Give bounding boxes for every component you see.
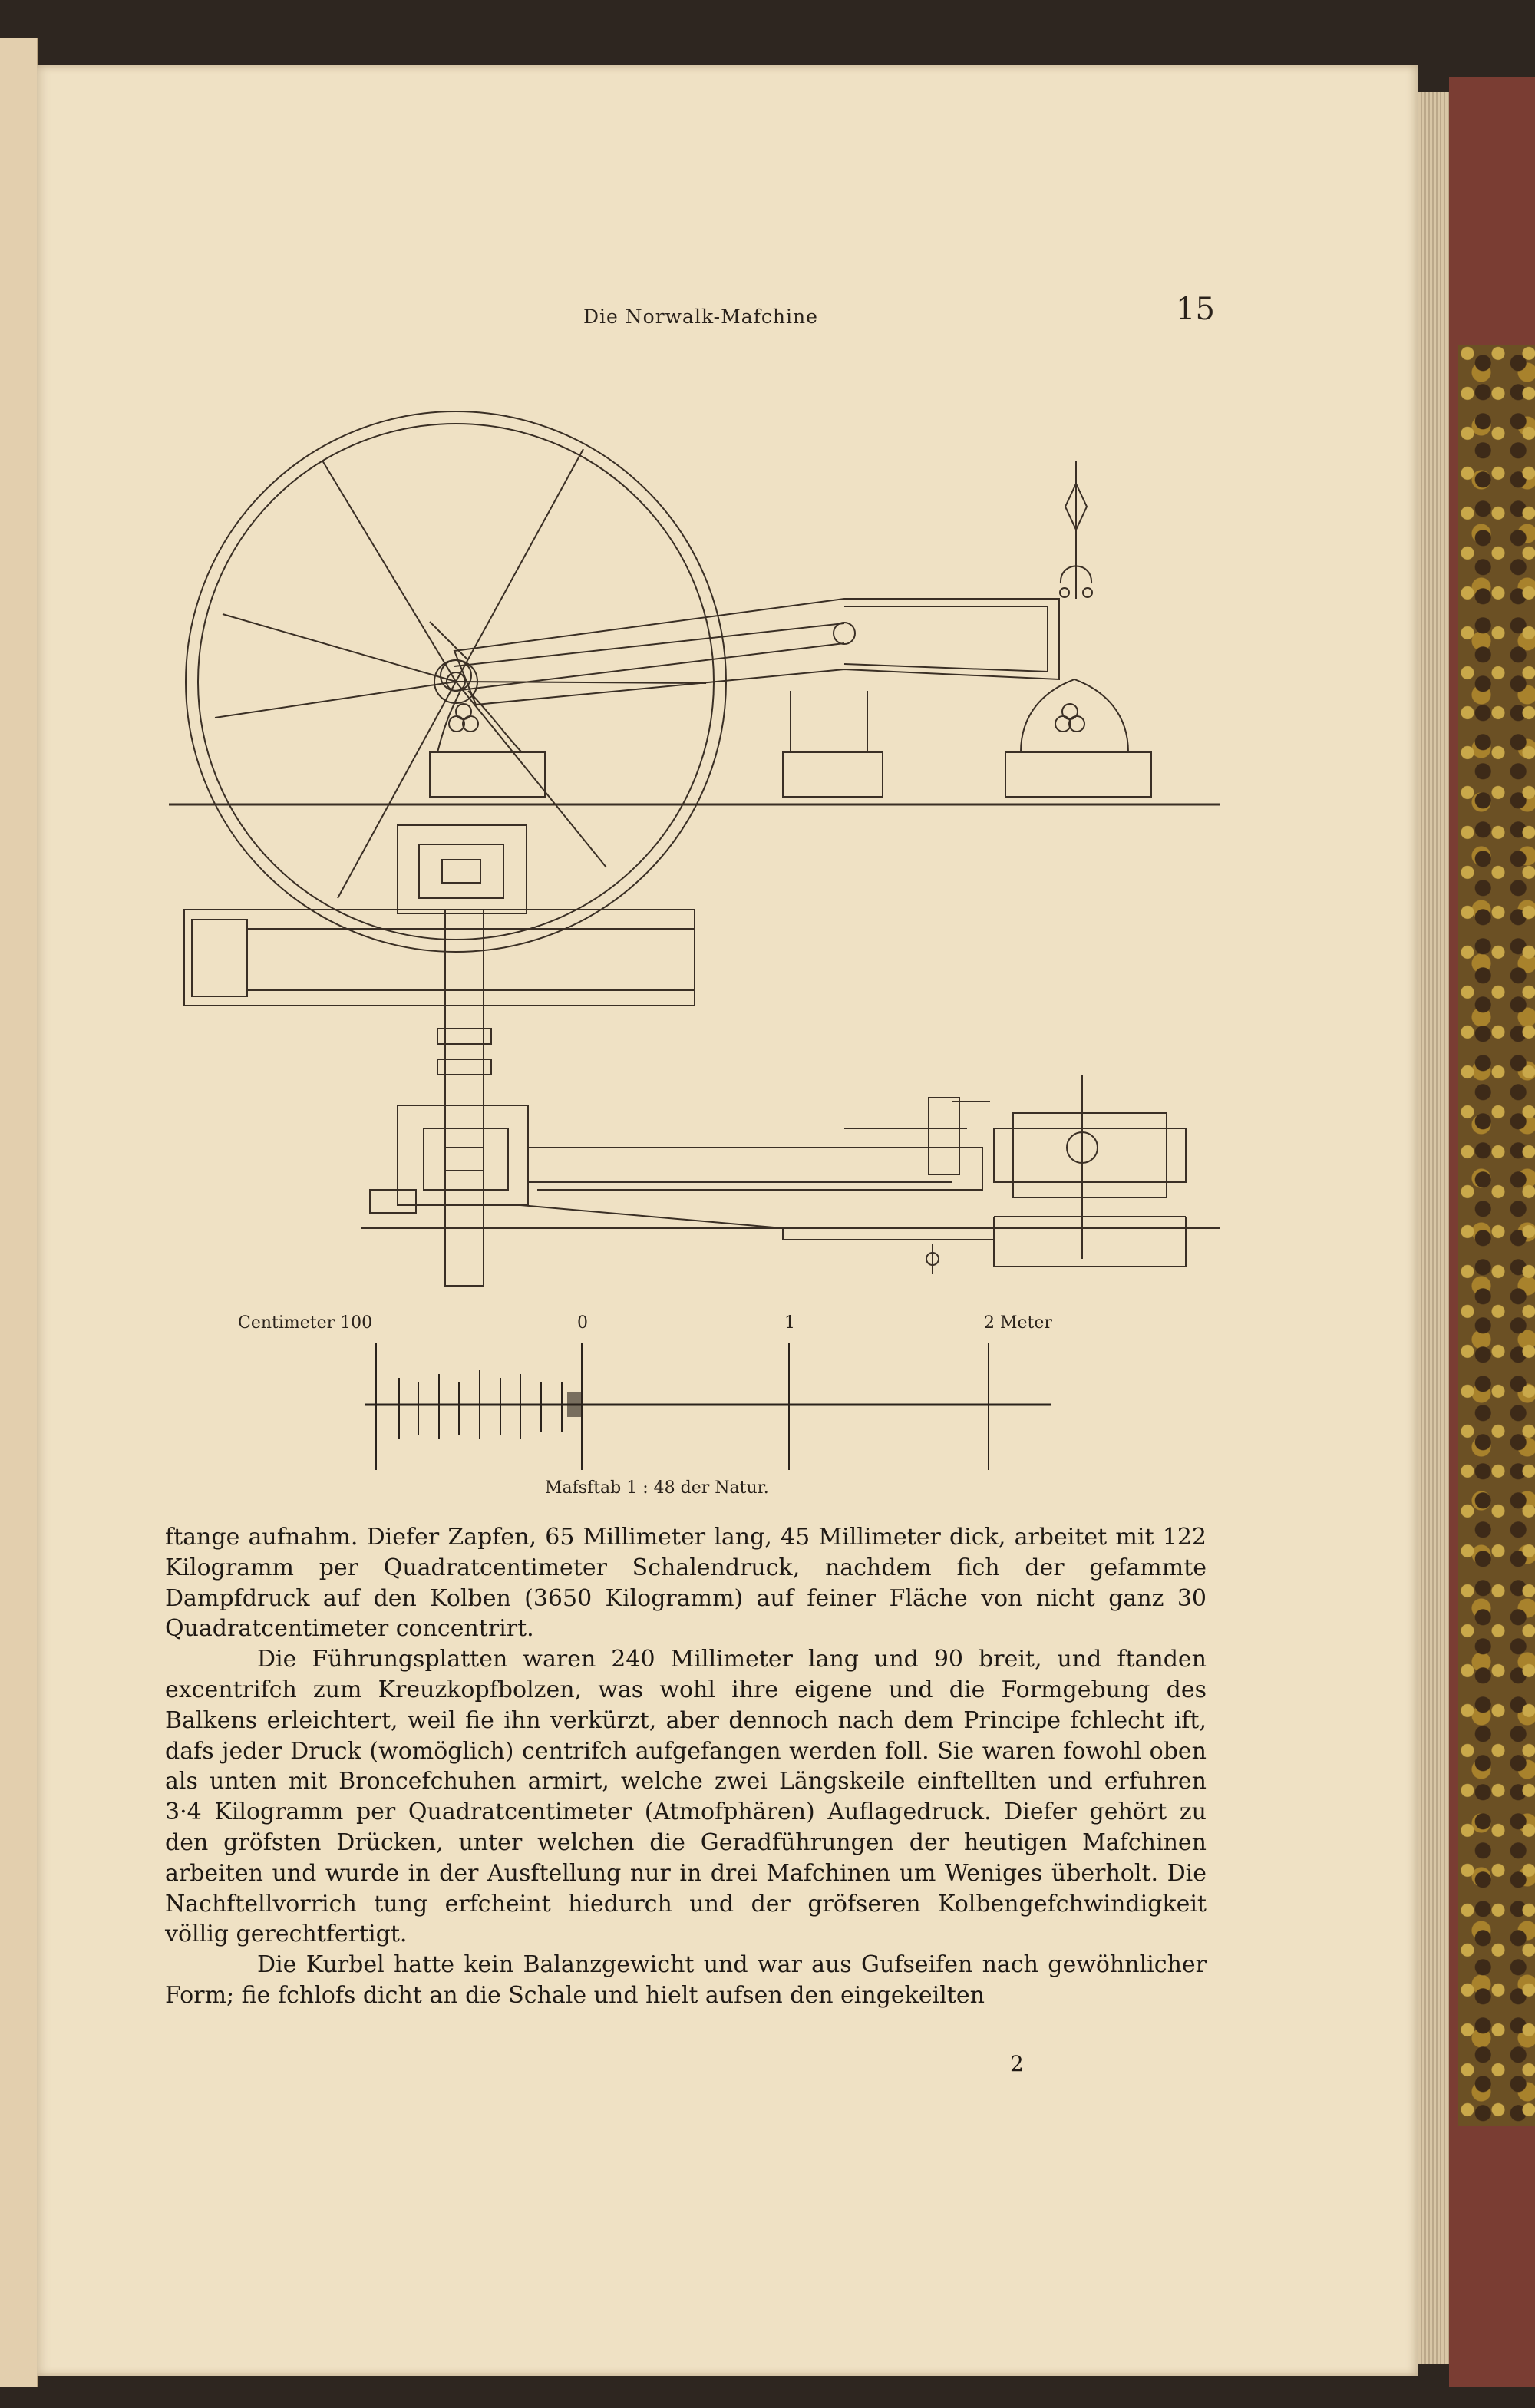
marbled-endpaper	[1458, 345, 1535, 2126]
governor	[1060, 461, 1092, 599]
engine-frame	[430, 599, 1151, 797]
paragraph: Die Führungsplatten waren 240 Millimeter lang und 90 breit, und ftanden excentrifch zum Kreuzkopfbolzen, was wohl ihre eigene und die Formgebung des Balkens erleichtert, weil fie ihn verkürzt, aber dennoch nach dem Principe fchlecht ift, dafs jeder Druck (womöglich) centrifch aufgefangen werden foll. Sie waren fowohl oben als unten mit Broncefchuhen armirt, welche zwei Längskeile einftellten und erfuhren 3·4 Kilogramm per Quadratcentimeter (Atmofphären) Auflagedruck. Diefer gehört zu den gröfsten Drücken, unter welchen die Geradführungen der heutigen Mafchinen arbeiten und wurde in der Ausftellung nur in drei Mafchinen um Weniges überholt. Die Nachftellvorrich tung erfcheint hiedurch und der gröfseren Kolbengefchwindigkeit völlig gerechtfertigt.	[165, 1646, 1207, 1948]
scale-label-centimeter: Centimeter 100	[238, 1313, 373, 1333]
signature-mark: 2	[1010, 2051, 1024, 2076]
page-number: 15	[1176, 292, 1215, 327]
scale-bar	[365, 1343, 1051, 1470]
running-head: Die Norwalk-Mafchine	[583, 306, 818, 328]
scale-label-one: 1	[784, 1313, 795, 1333]
paragraph: Die Kurbel hatte kein Balanzgewicht und war aus Gufseifen nach gewöhnlicher Form; fie fchlofs dicht an die Schale und hielt aufsen den eingekeilten	[165, 1951, 1207, 2009]
body-text	[165, 1522, 1207, 2011]
page-block-edges	[1418, 92, 1449, 2364]
facing-page-edge	[0, 38, 38, 2387]
figure-caption: Mafsftab 1 : 48 der Natur.	[545, 1478, 769, 1498]
engine-drawing	[154, 368, 1228, 1512]
scale-label-two-meter: 2 Meter	[984, 1313, 1052, 1333]
paragraph: ftange aufnahm. Diefer Zapfen, 65 Millimeter lang, 45 Millimeter dick, arbeitet mit 122 Kilogramm per Quadratcentimeter Schalendruck, nachdem fich der gefammte Dampfdruck auf den Kolben (3650 Kilogramm) auf feiner Fläche von nicht ganz 30 Quadratcentimeter concentrirt.	[165, 1524, 1207, 1643]
scale-label-zero: 0	[577, 1313, 588, 1333]
connecting-rod	[430, 622, 855, 691]
flywheel	[186, 411, 726, 952]
